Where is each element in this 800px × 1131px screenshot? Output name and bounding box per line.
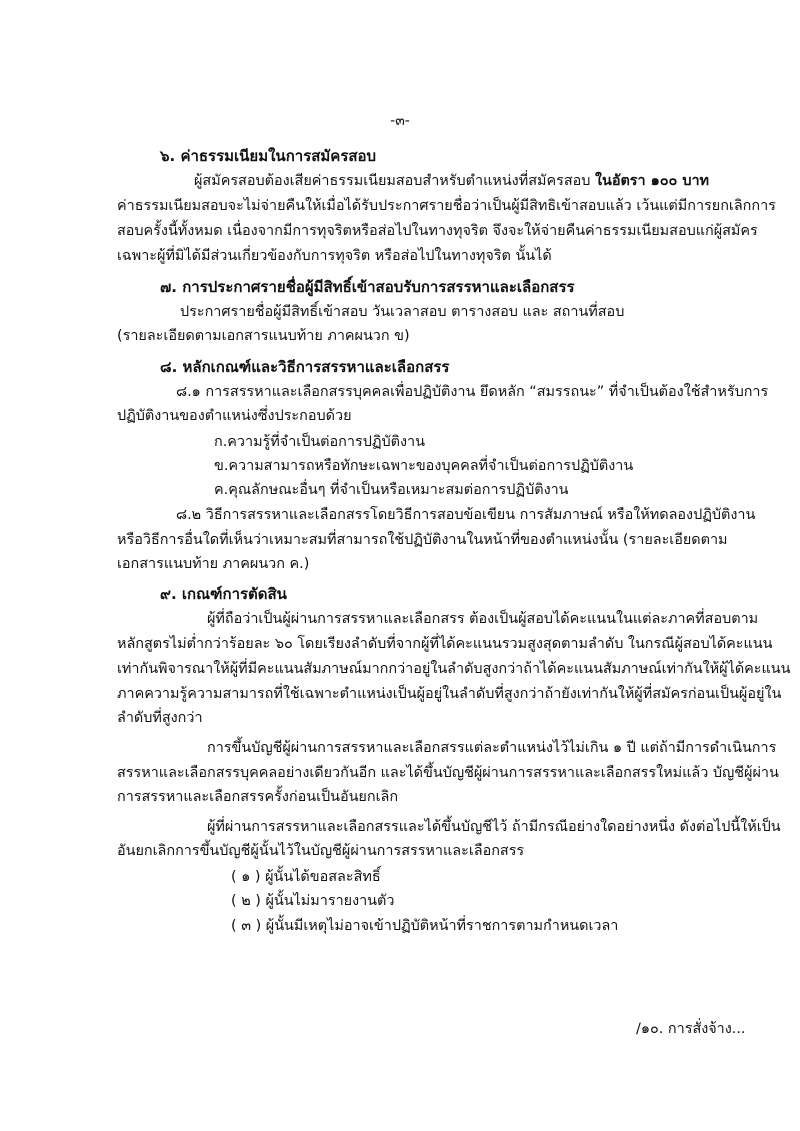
section-9-p3-line-1: ผู้ที่ผ่านการสรรหาและเลือกสรรและได้ขึ้นบัญชีไว้ ถ้ามีกรณีอย่างใดอย่างหนึ่ง ดังต่อไปนี้ให้เป็น	[207, 819, 781, 835]
section-9-item-2: ( ๒ ) ผู้นั้นไม่มารายงานตัว	[231, 893, 395, 909]
section-7-line-1: ประกาศรายชื่อผู้มีสิทธิ์เข้าสอบ วันเวลาสอบ ตารางสอบ และ สถานที่สอบ	[180, 304, 625, 320]
section-8-item-a: ก.ความรู้ที่จำเป็นต่อการปฏิบัติงาน	[214, 434, 425, 450]
section-9-item-1: ( ๑ ) ผู้นั้นได้ขอสละสิทธิ์	[231, 869, 381, 885]
section-9-p3-line-2: อันยกเลิกการขึ้นบัญชีผู้นั้นไว้ในบัญชีผู้ผ่านการสรรหาและเลือกสรร	[117, 843, 525, 859]
section-9-p2-line-3: การสรรหาและเลือกสรรครั้งก่อนเป็นอันยกเลิก	[117, 789, 399, 805]
section-9-p1-line-4: ภาคความรู้ความสามารถที่ใช้เฉพาะตำแหน่งเป็นผู้อยู่ในลำดับที่สูงกว่าถ้ายังเท่ากันให้ผู้ที่สมัครก่อนเป็นผู้อยู่ใน	[117, 686, 782, 702]
section-6-line-1-text: ผู้สมัครสอบต้องเสียค่าธรรมเนียมสอบสำหรับตำแหน่งที่สมัครสอบ	[194, 173, 591, 189]
section-6-line-4: เฉพาะผู้ที่มิได้มีส่วนเกี่ยวข้องกับการทุจริต หรือส่อไปในทางทุจริต นั้นได้	[117, 248, 552, 264]
section-9-p2-line-2: สรรหาและเลือกสรรบุคคลอย่างเดียวกันอีก และได้ขึ้นบัญชีผู้ผ่านการสรรหาและเลือกสรรใหม่แล้ว บัญชีผู้ผ่าน	[117, 765, 779, 781]
section-9-p1-line-5: ลำดับที่สูงกว่า	[117, 710, 203, 726]
section-9-p1-line-1: ผู้ที่ถือว่าเป็นผู้ผ่านการสรรหาและเลือกสรร ต้องเป็นผู้สอบได้คะแนนในแต่ละภาคที่สอบตาม	[207, 611, 759, 627]
section-8-line-5: เอกสารแนบท้าย ภาคผนวก ค.)	[117, 556, 310, 572]
section-8-heading: ๘. หลักเกณฑ์และวิธีการสรรหาและเลือกสรร	[160, 358, 450, 376]
section-9-item-3: ( ๓ ) ผู้นั้นมีเหตุไม่อาจเข้าปฏิบัติหน้าที่ราชการตามกำหนดเวลา	[231, 918, 619, 934]
section-8-line-3: ๘.๒ วิธีการสรรหาและเลือกสรรโดยวิธีการสอบข้อเขียน การสัมภาษณ์ หรือให้ทดลองปฏิบัติงาน	[176, 507, 756, 523]
section-9-heading: ๙. เกณฑ์การตัดสิน	[160, 585, 287, 603]
section-8-item-b: ข.ความสามารถหรือทักษะเฉพาะของบุคคลที่จำเป็นต่อการปฏิบัติงาน	[214, 458, 634, 474]
page-number: -๓-	[390, 113, 410, 129]
section-8-item-c: ค.คุณลักษณะอื่นๆ ที่จำเป็นหรือเหมาะสมต่อการปฏิบัติงาน	[214, 482, 569, 498]
section-9-p1-line-3: เท่ากันพิจารณาให้ผู้ที่มีคะแนนสัมภาษณ์มากกว่าอยู่ในลำดับสูงกว่าถ้าได้คะแนนสัมภาษณ์เท่ากันให้ผู้ได้คะแนน	[117, 661, 791, 677]
section-9-p1-line-2: หลักสูตรไม่ต่ำกว่าร้อยละ ๖๐ โดยเรียงลำดับที่จากผู้ที่ได้คะแนนรวมสูงสุดตามลำดับ ในกรณีผู้สอบได้คะแนน	[117, 636, 773, 652]
section-6-heading: ๖. ค่าธรรมเนียมในการสมัครสอบ	[160, 147, 377, 165]
section-7-line-2: (รายละเอียดตามเอกสารแนบท้าย ภาคผนวก ข)	[117, 328, 410, 344]
section-6-line-2: ค่าธรรมเนียมสอบจะไม่จ่ายคืนให้เมื่อได้รับประกาศรายชื่อว่าเป็นผู้มีสิทธิเข้าสอบแล้ว เว้นแต่มีการยกเลิกการ	[117, 198, 776, 214]
section-8-line-4: หรือวิธีการอื่นใดที่เห็นว่าเหมาะสมที่สามารถใช้ปฏิบัติงานในหน้าที่ของตำแหน่งนั้น (รายละเอียดตาม	[117, 532, 728, 548]
section-8-line-2: ปฏิบัติงานของตำแหน่งซึ่งประกอบด้วย	[117, 408, 352, 424]
continued-footer: /๑๐. การสั่งจ้าง...	[636, 1021, 746, 1037]
section-7-heading: ๗. การประกาศรายชื่อผู้มีสิทธิ์เข้าสอบรับการสรรหาและเลือกสรร	[160, 278, 575, 296]
section-9-p2-line-1: การขึ้นบัญชีผู้ผ่านการสรรหาและเลือกสรรแต่ละตำแหน่งไว้ไม่เกิน ๑ ปี แต่ถ้ามีการดำเนินการ	[207, 740, 777, 756]
section-8-line-1: ๘.๑ การสรรหาและเลือกสรรบุคคลเพื่อปฏิบัติงาน ยึดหลัก “สมรรถนะ” ที่จำเป็นต้องใช้สำหรับการ	[176, 384, 769, 400]
fee-amount: ในอัตรา ๑๐๐ บาท	[594, 173, 710, 189]
section-6-line-3: สอบครั้งนี้ทั้งหมด เนื่องจากมีการทุจริตหรือส่อไปในทางทุจริต จึงจะให้จ่ายคืนค่าธรรมเนียมสอบแก่ผู้สมัคร	[117, 223, 758, 239]
section-6-line-1	[194, 171, 709, 191]
